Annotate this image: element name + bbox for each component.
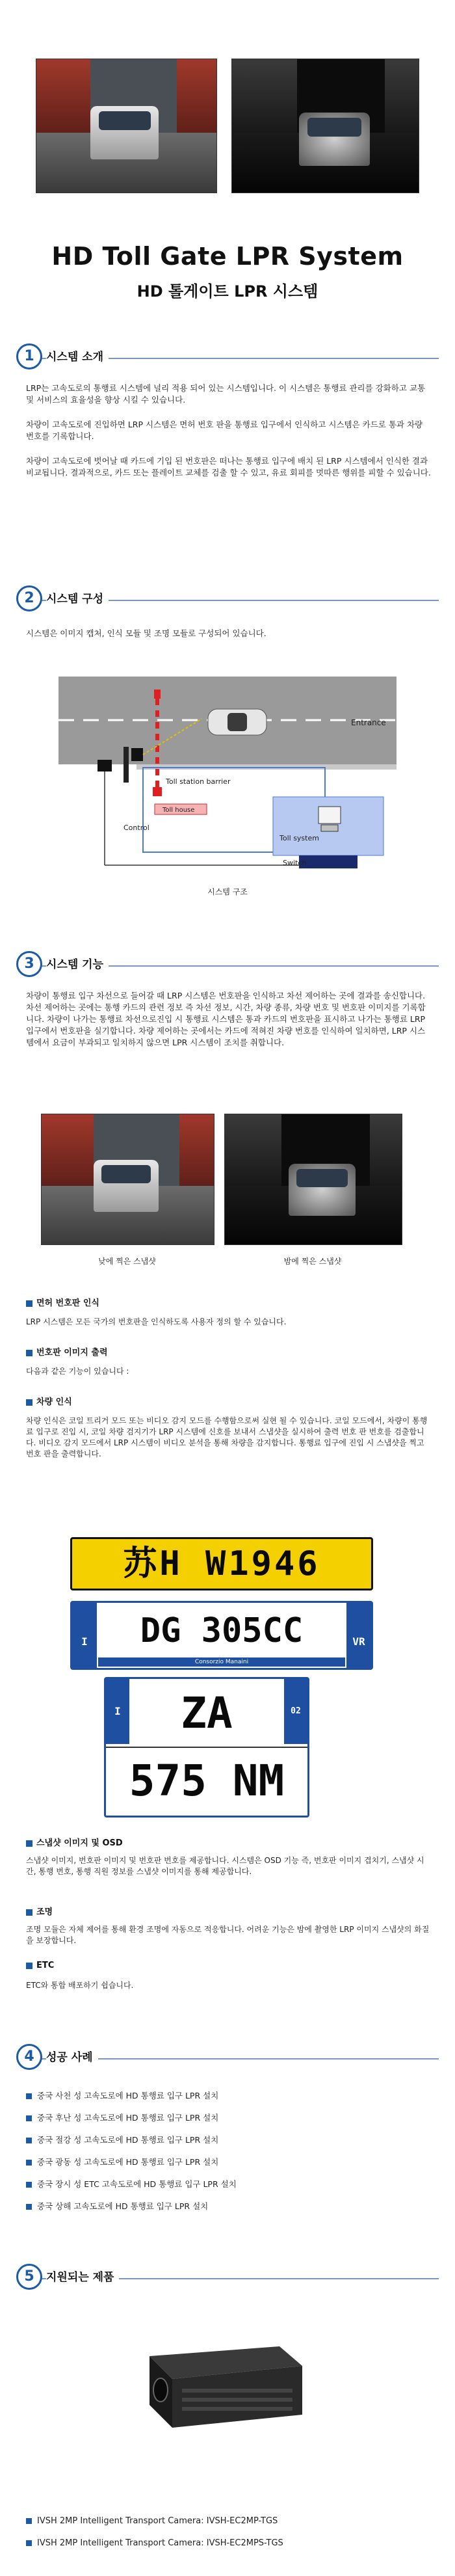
- feature-title-etc: ETC: [26, 1961, 54, 1970]
- diagram-caption: 시스템 구조: [207, 887, 248, 896]
- section-title: 지원되는 제품: [46, 2268, 119, 2284]
- camera-unit-1: [98, 760, 112, 771]
- plate-region-badge: 02: [284, 1679, 307, 1744]
- snapshot-day-caption: 낮에 찍은 스냅샷: [98, 1257, 156, 1266]
- feature-title-vehicle-recognition: 차량 인식: [26, 1395, 72, 1407]
- bullet-square-icon: [26, 1840, 32, 1847]
- feature-text-etc: ETC와 통합 배포하기 쉽습니다.: [26, 1981, 134, 1990]
- camera-unit-2: [131, 748, 143, 761]
- case-item: 중국 상해 고속도로에 HD 통행료 입구 LPR 설치: [26, 2200, 208, 2212]
- case-item: 중국 광동 성 고속도로에 HD 통행료 입구 LPR 설치: [26, 2156, 218, 2167]
- computer-monitor: [318, 807, 341, 824]
- header-photo-night: [231, 59, 419, 193]
- page-title: HD Toll Gate LPR System: [51, 242, 404, 271]
- section-header-features: [16, 951, 439, 977]
- bullet-square-icon: [26, 2540, 32, 2546]
- plate-number: DG 305CC: [140, 1611, 304, 1650]
- bullet-square-icon: [26, 1399, 32, 1406]
- car-window: [228, 713, 247, 731]
- feature-text-plate-image-output: 다음과 같은 기능이 있습니다 :: [26, 1367, 129, 1376]
- bullet-square-icon: [26, 2093, 32, 2099]
- feature-text-lighting: 조명 모듈은 자체 제어를 통해 환경 조명에 자동으로 적응합니다. 어려운 기능은 밤에 촬영한 LRP 이미지 스냅샷의 화질을 보장합니다.: [26, 1925, 430, 1945]
- feature-text-snapshot-osd: 스냅샷 이미지, 번호판 이미지 및 번호판 번호를 제공합니다. 시스템은 OSD 기능 즉, 번호판 이미지 겹치기, 스냅샷 시간, 통행 번호, 통행 직원 정보를 스냅샷 이미지를 통해 제공합니다.: [26, 1856, 424, 1876]
- plate-country-band: I: [72, 1603, 97, 1668]
- bullet-square-icon: [26, 1300, 32, 1307]
- plate-divider: [106, 1747, 307, 1748]
- barrier-base: [153, 787, 162, 796]
- product-item: IVSH 2MP Intelligent Transport Camera: IVSH-EC2MP-TGS: [26, 2516, 278, 2526]
- license-plate-italian-1: [70, 1601, 373, 1670]
- bullet-square-icon: [26, 2138, 32, 2143]
- product-item: IVSH 2MP Intelligent Transport Camera: IVSH-EC2MPS-TGS: [26, 2538, 283, 2548]
- label-control: Control: [124, 824, 150, 832]
- section-number: 5: [16, 2264, 42, 2290]
- bullet-square-icon: [26, 2160, 32, 2166]
- intro-paragraph-1: LRP는 고속도로의 통행료 시스템에 널리 적용 되어 있는 시스템입니다. 이 시스템은 통행료 관리를 강화하고 교통 및 서비스의 효율성을 향상 시킬 수 있습니다.: [26, 383, 426, 405]
- section-title: 시스템 소개: [46, 347, 109, 364]
- case-item: 중국 장시 성 ETC 고속도로에 HD 통행료 입구 LPR 설치: [26, 2178, 237, 2190]
- plate-line-2: 575 NM: [129, 1756, 285, 1806]
- section-title: 성공 사례: [46, 2048, 98, 2064]
- feature-title-snapshot-osd: 스냅샷 이미지 및 OSD: [26, 1836, 123, 1848]
- system-diagram: [58, 677, 396, 878]
- label-entrance: Entrance: [351, 718, 386, 727]
- plate-region-band: VR: [346, 1603, 371, 1668]
- section-number: 3: [16, 951, 42, 977]
- feature-title-plate-image-output: 번호판 이미지 출력: [26, 1345, 108, 1358]
- header-photo-day: [36, 59, 217, 193]
- section-number: 4: [16, 2044, 42, 2070]
- features-intro: 차량이 통행료 입구 차선으로 들어갈 때 LRP 시스템은 번호판을 인식하고 차선 제어하는 곳에 결과를 송신합니다. 차선 제어하는 곳에는 통행 카드의 관련 정보 즉 차선 정보, 시간, 차량 종류, 차량 번호 및 번호판 이미지를 기록합니다. 차량이 나가는 통행료 차선으로진입 시 통행료 시스템은 통과 카드의 번호판을 표시하고 나가는 통행료 LRP 입구에서 번호판을 실기합니다. 차량 제어하는 곳에서는 카드에 적혀진 차량 번호를 인식하여 일치하면, LRP 시스템에서 요금이 부과되고 일치하지 않으면 LPR 시스템이 조치를 취합니다.: [26, 991, 426, 1047]
- case-item: 중국 후난 성 고속도로에 HD 통행료 입구 LPR 설치: [26, 2112, 218, 2123]
- intro-paragraph-3: 차량이 고속도로에 벗어날 때 카드에 기입 된 번호판은 떠나는 통행료 입구에 배치 된 LRP 시스템에서 인식한 결과 비교됩니다. 결과적으로, 카드 또는 플레이트 교체를 검출 할 수 있고, 유료 회피를 멋따른 행위를 피할 수 있습니다.: [26, 456, 431, 477]
- section-title: 시스템 구성: [46, 589, 109, 606]
- bullet-square-icon: [26, 2182, 32, 2188]
- camera-fin: [182, 2407, 292, 2411]
- camera-fin: [182, 2398, 292, 2402]
- camera-product-image: [136, 2330, 312, 2434]
- section-header-intro: [16, 343, 439, 369]
- label-barrier: Toll station barrier: [166, 777, 231, 786]
- plate-line-1: ZA: [181, 1688, 233, 1738]
- section-header-products: [16, 2264, 439, 2290]
- license-plate-chinese: 苏H W1946: [70, 1537, 373, 1590]
- snapshot-day-photo: [41, 1114, 214, 1245]
- plate-footer: Consorzio Manaini: [98, 1657, 345, 1667]
- label-toll-house: Toll house: [162, 807, 195, 814]
- intro-paragraph-2: 차량이 고속도로에 진입하면 LRP 시스템은 면허 번호 판을 통행료 입구에서 인식하고 시스템은 카드로 통과 차량 번호를 기록합니다.: [26, 420, 423, 441]
- camera-lens: [153, 2378, 168, 2402]
- section-number: 1: [16, 343, 42, 369]
- bullet-square-icon: [26, 2115, 32, 2121]
- computer-base: [321, 825, 338, 831]
- section-header-config: [16, 585, 439, 611]
- section-number: 2: [16, 585, 42, 611]
- feature-title-lighting: 조명: [26, 1905, 53, 1917]
- bullet-square-icon: [26, 2518, 32, 2524]
- case-item: 중국 절강 성 고속도로에 HD 통행료 입구 LPR 설치: [26, 2134, 218, 2145]
- barrier-top: [154, 690, 161, 699]
- config-intro: 시스템은 이미지 캡처, 인식 모듈 및 조명 모듈로 구성되어 있습니다.: [26, 628, 266, 638]
- feature-title-plate-recognition: 면허 번호판 인식: [26, 1296, 99, 1308]
- section-title: 시스템 기능: [46, 955, 109, 971]
- section-header-cases: [16, 2044, 439, 2070]
- feature-text-plate-recognition: LRP 시스템은 모든 국가의 번호판을 인식하도록 사용자 정의 할 수 있습니다.: [26, 1317, 287, 1326]
- camera-fin: [182, 2389, 292, 2393]
- bullet-square-icon: [26, 1350, 32, 1356]
- page-subtitle: HD 톨게이트 LPR 시스템: [136, 282, 318, 301]
- snapshot-night-caption: 밤에 찍은 스냅샷: [283, 1257, 342, 1266]
- camera-pole: [124, 747, 129, 783]
- bullet-square-icon: [26, 1909, 32, 1916]
- snapshot-night-photo: [224, 1114, 402, 1245]
- plate-country-band: I: [106, 1679, 129, 1744]
- case-item: 중국 사천 성 고속도로에 HD 통행료 입구 LPR 설치: [26, 2089, 218, 2101]
- label-toll-system: Toll system: [280, 834, 319, 842]
- label-switch: Switch: [283, 859, 307, 867]
- switch-box: [299, 855, 358, 868]
- bullet-square-icon: [26, 1963, 32, 1969]
- bullet-square-icon: [26, 2204, 32, 2210]
- license-plate-italian-2: [104, 1677, 309, 1818]
- feature-text-vehicle-recognition: 차량 인식은 코일 트리거 모드 또는 비디오 감지 모드를 수행함으로써 실현 될 수 있습니다. 코일 모드에서, 차량이 통행료 입구로 진입 시, 코일 차량 검지기가 LRP 시스템에 신호를 보내서 스냅샷을 실시하여 출력 번호 판 번호를 검출합니다. 비디오 감지 모드에서 LRP 시스템이 비디오 분석을 통해 차량을 감지합니다. 통행료 입구에 진입 시 스냅샷을 찍고 번호 판을 출력합니다.: [26, 1416, 428, 1458]
